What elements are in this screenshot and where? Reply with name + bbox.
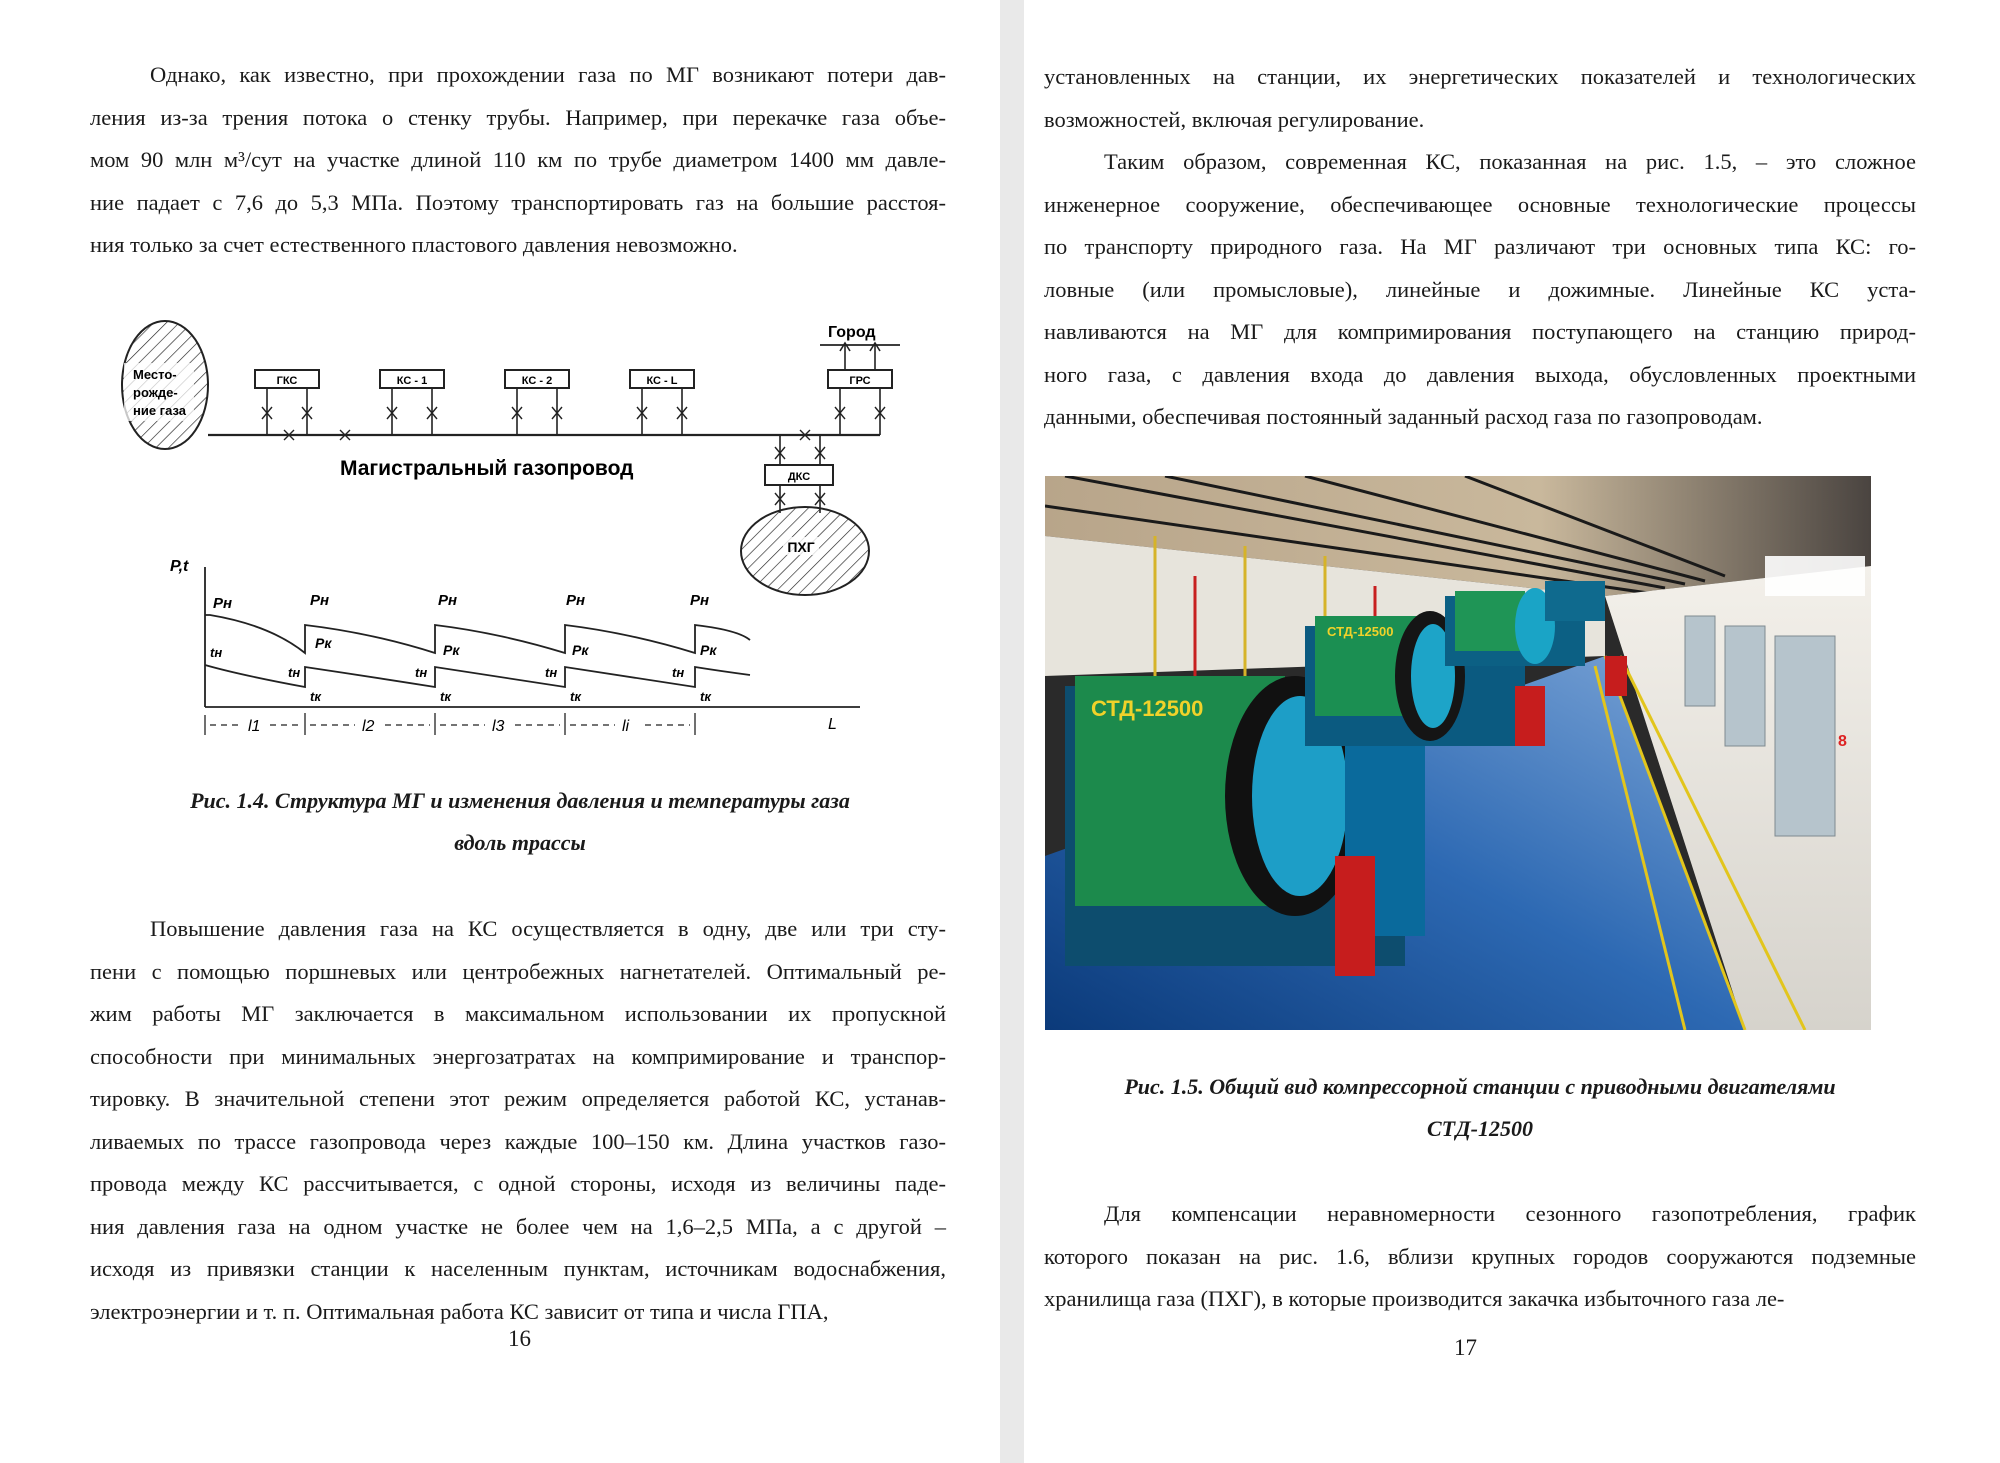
figure-1-5-caption	[1044, 1066, 1916, 1150]
figure-1-5-caption-line-1: Рис. 1.5. Общий вид компрессорной станции с приводными двигателями	[1124, 1074, 1836, 1099]
pn-label: Pн	[690, 592, 710, 609]
page-number-right: 17	[1454, 1335, 1477, 1360]
tk-label: tк	[700, 689, 711, 704]
text-line: установленных на станции, их энергетических показателей и технологических	[1044, 64, 1916, 89]
text-line: Для компенсации неравномерности сезонного газопотребления, график	[1104, 1201, 1916, 1226]
text-line: данными, обеспечивая постоянный заданный расход газа по газопроводам.	[1044, 404, 1763, 429]
text-line: жим работы МГ заключается в максимальном использовании их пропускной	[90, 1001, 946, 1026]
pn-label: Pн	[213, 595, 233, 612]
pk-label: Pк	[572, 642, 589, 658]
text-line: ния давления газа на одном участке не более чем на 1,6–2,5 МПа, а с другой –	[90, 1213, 946, 1239]
station-ks-2-label: КС - 2	[521, 375, 553, 387]
segment-label-li: li	[622, 718, 630, 735]
tn-label: tн	[210, 645, 223, 660]
pk-label: Pк	[700, 642, 717, 658]
right-paragraph-3	[1044, 1193, 1916, 1321]
pk-labels	[315, 635, 717, 658]
text-line: инженерное сооружение, обеспечивающее основные технологические процессы	[1044, 191, 1916, 217]
text-line: электроэнергии и т. п. Оптимальная работа КС зависит от типа и числа ГПА,	[90, 1298, 829, 1324]
text-line: ного газа, с давления входа до давления выхода, обусловленных проектными	[1044, 361, 1916, 387]
left-paragraph-2	[90, 908, 946, 1333]
tn-label: tн	[545, 665, 558, 680]
text-line: способности при минимальных энергозатратах на компримирование и транспор-	[90, 1043, 946, 1069]
tk-label: tк	[570, 689, 581, 704]
text-line: ние падает с 7,6 до 5,3 МПа. Поэтому транспортировать газ на большие расстоя-	[90, 189, 946, 215]
storage-label: ПХГ	[787, 539, 815, 555]
station-ks-2	[505, 370, 569, 435]
text-line: Однако, как известно, при прохождении газа по МГ возникают потери дав-	[150, 62, 946, 87]
station-ks-1	[380, 370, 444, 435]
text-line: ления из-за трения потока о стенку трубы. Например, при перекачке газа объе-	[90, 104, 946, 130]
station-grs-label: ГРС	[849, 375, 871, 387]
right-page	[1024, 0, 2000, 1463]
figure-1-5-caption-line-2: СТД-12500	[1426, 1116, 1533, 1141]
temperature-curve	[205, 665, 750, 687]
text-line: хранилища газа (ПХГ), в которые производится закачка избыточного газа ле-	[1044, 1286, 1785, 1311]
pressure-curve	[205, 615, 750, 653]
photo-label-marker: 8	[1838, 733, 1847, 750]
segment-label-l2: l2	[362, 718, 375, 735]
right-paragraph-2	[1044, 141, 1916, 439]
pn-label: Pн	[438, 592, 458, 609]
text-line: исходя из привязки станции к населенным пунктам, источникам водоснабжения,	[90, 1256, 946, 1281]
tk-label: tк	[310, 689, 321, 704]
right-paragraph-1	[1044, 56, 1916, 141]
figure-1-4-caption	[70, 780, 970, 864]
figure-1-4-caption-line-1: Рис. 1.4. Структура МГ и изменения давления и температуры газа	[190, 788, 850, 813]
text-line: навливаются на МГ для компримирования поступающего на станцию природ-	[1044, 319, 1916, 344]
segment-label-l1: l1	[248, 718, 261, 735]
station-ks-1-label: КС - 1	[396, 375, 428, 387]
pk-label: Pк	[443, 642, 460, 658]
station-ks-l	[630, 370, 694, 435]
pn-label: Pн	[566, 592, 586, 609]
pipeline-label: Магистральный газопровод	[340, 457, 634, 480]
figure-1-4-pipeline-diagram	[110, 315, 910, 745]
tk-label: tк	[440, 689, 451, 704]
text-line: тировку. В значительной степени этот режим определяется работой КС, устанав-	[90, 1086, 946, 1111]
gas-field-label-2: рожде-	[133, 385, 178, 400]
text-line: ния только за счет естественного пластового давления невозможно.	[90, 232, 738, 257]
text-line: которого показан на рис. 1.6, вблизи крупных городов сооружаются подземные	[1044, 1243, 1916, 1269]
station-ks-l-label: КС - L	[646, 375, 678, 387]
city-label: Город	[828, 324, 876, 341]
text-line: Повышение давления газа на КС осуществляется в одну, две или три сту-	[150, 916, 946, 941]
text-line: Таким образом, современная КС, показанная на рис. 1.5, – это сложное	[1104, 149, 1916, 174]
gas-field-label-1: Место-	[133, 367, 177, 382]
dks-label: ДКС	[787, 471, 811, 483]
pn-labels	[213, 592, 709, 612]
text-line: возможностей, включая регулирование.	[1044, 106, 1425, 132]
y-axis-label: P,t	[170, 558, 189, 575]
tk-labels	[310, 689, 712, 704]
x-axis-label: L	[828, 716, 837, 733]
text-line: мом 90 млн м³/сут на участке длиной 110 км по трубе диаметром 1400 мм давле-	[90, 147, 946, 172]
figure-1-4-caption-line-2: вдоль трассы	[454, 830, 586, 855]
text-line: ловные (или промысловые), линейные и дожимные. Линейные КС уста-	[1044, 276, 1916, 302]
segment-label-l3: l3	[492, 718, 505, 735]
photo-label-second: СТД-12500	[1327, 624, 1394, 639]
text-line: ливаемых по трассе газопровода через каждые 100–150 км. Длина участков газо-	[90, 1128, 946, 1154]
compressor-station-photo	[1045, 476, 1871, 1030]
station-grs	[828, 343, 892, 435]
text-line: пени с помощью поршневых или центробежных нагнетателей. Оптимальный ре-	[90, 958, 946, 984]
text-line: по транспорту природного газа. На МГ различают три основных типа КС: го-	[1044, 234, 1916, 259]
gas-field-label-3: ние газа	[133, 403, 187, 418]
station-gks	[255, 370, 319, 435]
pn-label: Pн	[310, 592, 330, 609]
left-paragraph-1	[90, 54, 946, 267]
photo-label-main: СТД-12500	[1091, 696, 1204, 721]
tn-label: tн	[288, 665, 301, 680]
page-number-left: 16	[508, 1326, 531, 1351]
tn-label: tн	[415, 665, 428, 680]
text-line: провода между КС рассчитывается, с одной стороны, исходя из величины паде-	[90, 1171, 946, 1196]
pk-label: Pк	[315, 635, 332, 651]
tn-label: tн	[672, 665, 685, 680]
station-gks-label: ГКС	[276, 375, 298, 387]
